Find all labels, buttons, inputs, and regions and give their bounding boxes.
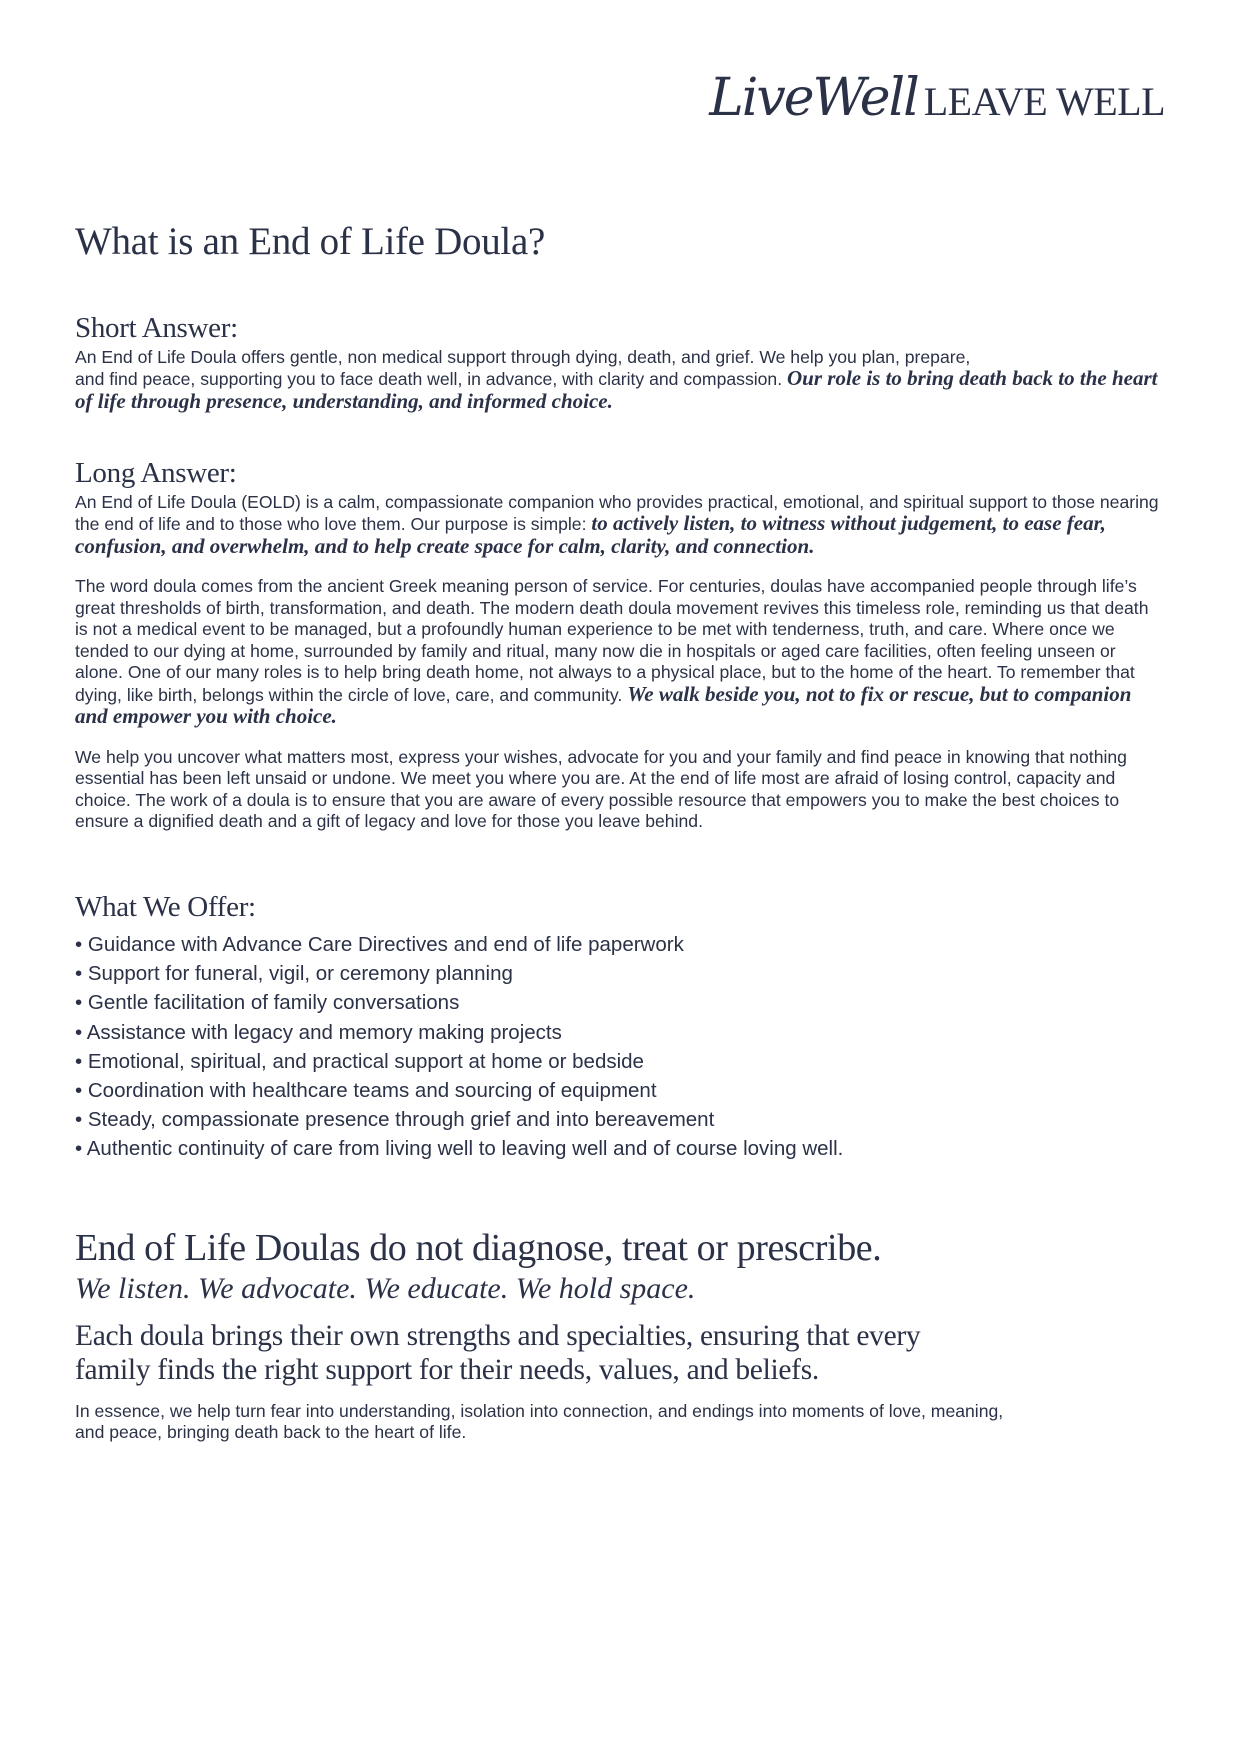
long-p2-text: The word doula comes from the ancient Greek meaning person of service. For centuries, doulas have accompanied people through life’s great thresholds of birth, transformation, and death. The modern death doula movement revives this timeless role, reminding us that death is not a medical event to be managed, but a profoundly human experience to be met with tenderness, truth, and care. Where once we tended to our dying at home, surrounded by family and ritual, many now die in hospitals or aged care facilities, often feeling unseen or alone. One of our many roles is to help bring death home, not always to a physical place, but to the home of the heart. To remember that dying, like birth, belongs within the circle of love, care, and community. [75,576,1149,705]
long-answer-paragraph-3: We help you uncover what matters most, express your wishes, advocate for you and your family and find peace in knowing that nothing essential has been left unsaid or undone. We meet you where you are. At the end of life most are afraid of losing control, capacity and choice. The work of a doula is to ensure that you are aware of every possible resource that empowers you to make the best choices to ensure a dignified death and a gift of legacy and love for those you leave behind. [75,746,1127,832]
offer-heading: What We Offer: [75,891,256,923]
short-answer-heading: Short Answer: [75,312,238,344]
closing-strengths [75,1319,1165,1387]
long-answer-section [75,458,1165,833]
strengths-line1: Each doula brings their own strengths and specialties, ensuring that every [75,1319,921,1352]
long-p1-emphasis: to actively listen, to witness without judgement, to ease fear, confusion, and overwhelm, and to help create space for calm, clarity, and connection. [75,511,1106,558]
offer-section [75,892,1165,1164]
closing-section [75,1228,1165,1444]
long-answer-heading: Long Answer: [75,457,237,489]
closing-statement: End of Life Doulas do not diagnose, treat or prescribe. [75,1227,882,1269]
logo-script: LiveWell [709,68,918,128]
short-answer-emphasis: Our role is to bring death back to the heart of life through presence, understanding, and informed choice. [75,366,1158,413]
list-item: • Guidance with Advance Care Directives and end of life paperwork [75,932,684,956]
list-item: • Steady, compassionate presence through grief and into bereavement [75,1108,715,1132]
brand-logo [709,68,1165,128]
list-item: • Coordination with healthcare teams and sourcing of equipment [75,1078,657,1102]
offer-list [75,930,1165,1164]
list-item: • Support for funeral, vigil, or ceremony planning [75,962,513,986]
list-item: • Authentic continuity of care from living well to leaving well and of course loving well. [75,1137,844,1161]
strengths-line2: family finds the right support for their needs, values, and beliefs. [75,1353,819,1386]
short-answer-line1: An End of Life Doula offers gentle, non medical support through dying, death, and grief. We help you plan, prepare, [75,346,971,367]
list-item: • Assistance with legacy and memory making projects [75,1020,562,1044]
long-p1-text: An End of Life Doula (EOLD) is a calm, compassionate companion who provides practical, emotional, and spiritual support to those nearing the end of life and to those who love them. Our purpose is simple: [75,491,1159,535]
essence-line2: and peace, bringing death back to the heart of life. [75,1422,467,1443]
list-item: • Gentle facilitation of family conversations [75,991,460,1015]
closing-tagline: We listen. We advocate. We educate. We hold space. [75,1271,696,1305]
short-answer-section [75,313,1165,413]
long-p2-emphasis: We walk beside you, not to fix or rescue, but to companion and empower you with choice. [75,681,1132,729]
list-item: • Emotional, spiritual, and practical support at home or bedside [75,1049,644,1073]
long-answer-paragraph-1 [75,492,1165,559]
closing-essence [75,1401,1165,1444]
logo-caps: LEAVE WELL [923,79,1165,124]
long-answer-paragraph-2 [75,576,1165,729]
short-answer-line2: and find peace, supporting you to face death well, in advance, with clarity and compassion. [75,369,783,390]
page-title: What is an End of Life Doula? [75,220,545,263]
essence-line1: In essence, we help turn fear into understanding, isolation into connection, and endings into moments of love, meaning, [75,1400,1004,1421]
short-answer-text [75,347,1165,414]
